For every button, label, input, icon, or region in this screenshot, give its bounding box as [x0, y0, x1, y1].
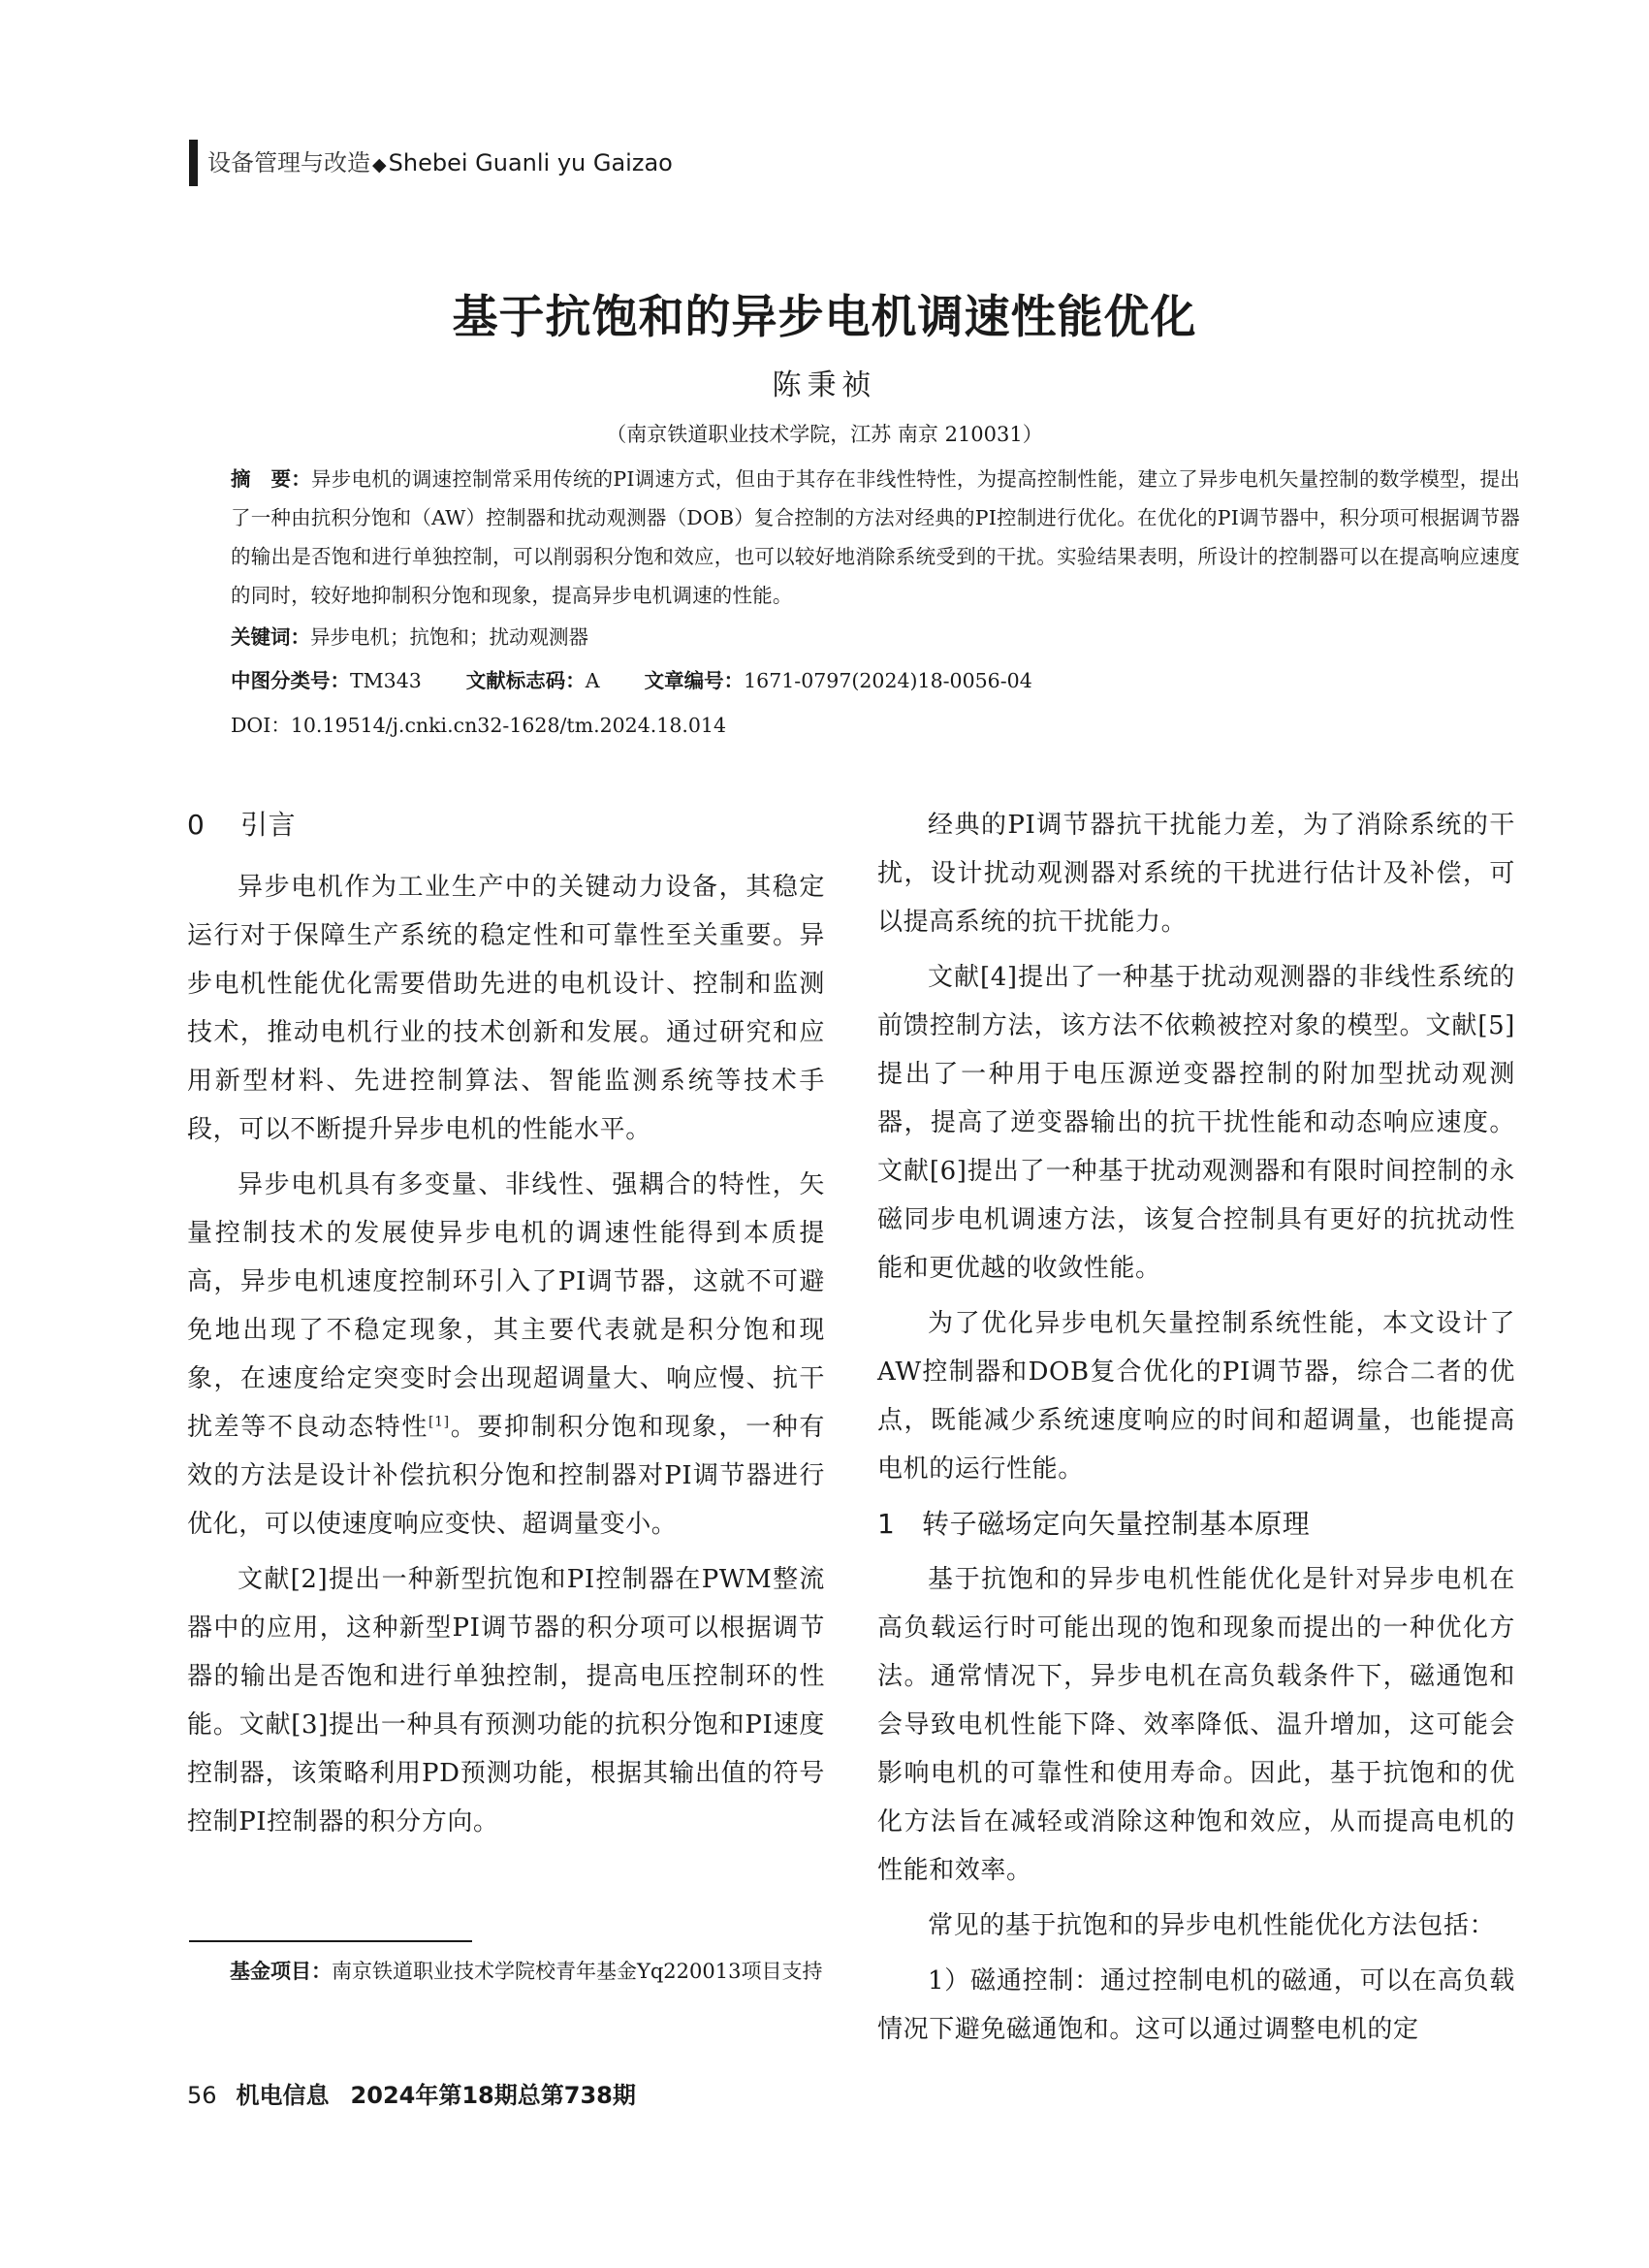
clc-value: TM343 — [350, 669, 422, 692]
intro-paragraph-1: 异步电机作为工业生产中的关键动力设备，其稳定运行对于保障生产系统的稳定性和可靠性至关重要。异步电机性能优化需要借助先进的电机设计、控制和监测技术，推动电机行业的技术创新和发展。通过研究和应用新型材料、先进控制算法、智能监测系统等技术手段，可以不断提升异步电机的性能水平。 — [187, 873, 825, 1144]
doi-value: 10.19514/j.cnki.cn32-1628/tm.2024.18.014 — [290, 714, 727, 737]
intro-paragraph-2-text-a: 异步电机具有多变量、非线性、强耦合的特性，矢量控制技术的发展使异步电机的调速性能得到本质提高，异步电机速度控制环引入了PI调节器，这就不可避免地出现了不稳定现象，其主要代表就是积分饱和现象，在速度给定突变时会出现超调量大、响应慢、抗干扰差等不良动态特性 — [187, 1170, 825, 1442]
footnote-rule — [189, 1940, 472, 1942]
keywords-text: 异步电机；抗饱和；扰动观测器 — [310, 625, 588, 649]
right-column — [877, 801, 1515, 2060]
doc-code-label: 文献标志码： — [465, 669, 586, 692]
doi-label: DOI： — [231, 714, 291, 737]
section-heading-1 — [877, 1500, 1515, 1549]
intro-paragraph-2 — [187, 1161, 825, 1549]
running-header — [207, 145, 673, 182]
section-name-pinyin: Shebei Guanli yu Gaizao — [388, 149, 673, 176]
funding-text: 南京铁道职业技术学院校青年基金Yq220013项目支持 — [332, 1960, 823, 1983]
abstract — [231, 460, 1520, 615]
journal-name: 机电信息 — [236, 2082, 330, 2109]
right-paragraph-3: 为了优化异步电机矢量控制系统性能，本文设计了AW控制器和DOB复合优化的PI调节器，综合二者的优点，既能减少系统速度响应的时间和超调量，也能提高电机的运行性能。 — [877, 1309, 1515, 1484]
funding-footnote — [189, 1955, 829, 1988]
right-paragraph-4: 基于抗饱和的异步电机性能优化是针对异步电机在高负载运行时可能出现的饱和现象而提出的一种优化方法。通常情况下，异步电机在高负载条件下，磁通饱和会导致电机性能下降、效率降低、温升增加，这可能会影响电机的可靠性和使用寿命。因此，基于抗饱和的优化方法旨在减轻或消除这种饱和效应，从而提高电机的性能和效率。 — [877, 1565, 1515, 1885]
page-footer — [187, 2079, 636, 2112]
intro-paragraph-3: 文献[2]提出一种新型抗饱和PI控制器在PWM整流器中的应用，这种新型PI调节器的积分项可以根据调节器的输出是否饱和进行单独控制，提高电压控制环的性能。文献[3]提出一种具有预测功能的抗积分饱和PI速度控制器，该策略利用PD预测功能，根据其输出值的符号控制PI控制器的积分方向。 — [187, 1565, 825, 1837]
section-title-1: 转子磁场定向矢量控制基本原理 — [922, 1508, 1311, 1540]
section-number-1: 1 — [877, 1508, 896, 1540]
right-paragraph-2: 文献[4]提出了一种基于扰动观测器的非线性系统的前馈控制方法，该方法不依赖被控对象的模型。文献[5]提出了一种用于电压源逆变器控制的附加型扰动观测器，提高了逆变器输出的抗干扰性能和动态响应速度。文献[6]提出了一种基于扰动观测器和有限时间控制的永磁同步电机调速方法，该复合控制具有更好的抗扰动性能和更优越的收敛性能。 — [877, 963, 1515, 1283]
doc-code-value: A — [585, 669, 600, 692]
author-affiliation: （南京铁道职业技术学院，江苏 南京 210031） — [606, 423, 1043, 446]
article-no-value: 1671-0797(2024)18-0056-04 — [744, 669, 1032, 692]
section-name-cn: 设备管理与改造 — [207, 149, 370, 176]
abstract-label: 摘 要： — [231, 467, 312, 491]
issue-info: 2024年第18期总第738期 — [350, 2082, 636, 2109]
right-paragraph-6: 1）磁通控制：通过控制电机的磁通，可以在高负载情况下避免磁通饱和。这可以通过调整电机的定 — [877, 1966, 1515, 2044]
section-heading-0 — [187, 801, 825, 849]
keywords-label: 关键词： — [231, 625, 310, 649]
intro-paragraph-2-text-b: 。要抑制积分饱和现象，一种有效的方法是设计补偿抗积分饱和控制器对PI调节器进行优化，可以使速度响应变快、超调量变小。 — [187, 1413, 825, 1539]
right-paragraph-1: 经典的PI调节器抗干扰能力差，为了消除系统的干扰，设计扰动观测器对系统的干扰进行估计及补偿，可以提高系统的抗干扰能力。 — [877, 811, 1515, 937]
citation-ref-1: [1] — [428, 1414, 450, 1430]
doi-line — [231, 708, 726, 743]
page-number: 56 — [187, 2082, 217, 2109]
paper-title: 基于抗饱和的异步电机调速性能优化 — [452, 291, 1197, 344]
clc-label: 中图分类号： — [231, 669, 350, 692]
author-name: 陈秉祯 — [772, 368, 877, 402]
left-column — [187, 801, 825, 1853]
funding-label: 基金项目： — [230, 1960, 332, 1983]
article-no-label: 文章编号： — [644, 669, 745, 692]
diamond-icon: ◆ — [372, 154, 387, 176]
classification-line — [231, 663, 1032, 698]
right-paragraph-5: 常见的基于抗饱和的异步电机性能优化方法包括： — [928, 1911, 1496, 1940]
section-title-0: 引言 — [240, 809, 297, 841]
keywords — [231, 620, 588, 655]
abstract-text: 异步电机的调速控制常采用传统的PI调速方式，但由于其存在非线性特性，为提高控制性能，建立了异步电机矢量控制的数学模型，提出了一种由抗积分饱和（AW）控制器和扰动观测器（DOB）复合控制的方法对经典的PI控制进行优化。在优化的PI调节器中，积分项可根据调节器的输出是否饱和进行单独控制，可以削弱积分饱和效应，也可以较好地消除系统受到的干扰。实验结果表明，所设计的控制器可以在提高响应速度的同时，较好地抑制积分饱和现象，提高异步电机调速的性能。 — [231, 467, 1520, 607]
section-marker-bar — [189, 140, 198, 186]
section-number-0: 0 — [187, 809, 206, 841]
